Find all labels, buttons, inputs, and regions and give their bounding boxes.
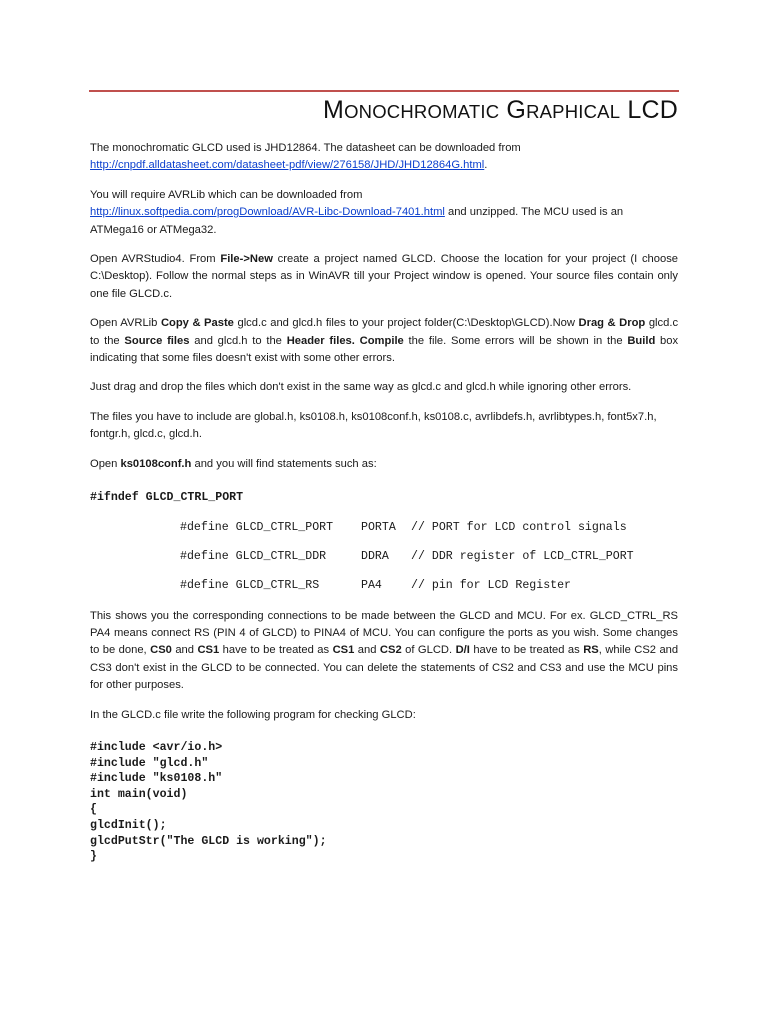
bold-text: File->New [220,253,273,266]
text: This shows you the corresponding connections to be made between the GLCD and MCU. For ex. GLCD_CTRL_RS PA4 means connect RS (PIN 4 of GLCD) to PINA4 of MCU. You can configure the ports as you wish. Some changes to be done, [90,609,678,657]
avrlib-link[interactable]: http://linux.softpedia.com/progDownload/AVR-Libc-Download-7401.html [90,206,445,219]
paragraph-connections [90,608,678,695]
text: Open AVRStudio4. From [90,253,216,266]
bold-text: ks0108conf.h [120,457,192,470]
define-name: #define GLCD_CTRL_RS [180,578,320,592]
code-line: glcdPutStr("The GLCD is working"); [90,834,327,848]
bold-text: Build [627,334,656,347]
bold-text: Compile [359,334,404,347]
text: The monochromatic GLCD used is JHD12864. The datasheet can be downloaded from [90,142,521,154]
code-block [90,740,678,865]
define-comment: // PORT for LCD control signals [411,520,627,534]
text: and glcd.h to the [194,334,282,347]
bold-text: CS2 [379,644,402,657]
text: have to be treated as [473,644,580,657]
define-value: DDRA [361,549,389,563]
title-part: M [323,96,345,124]
code-line: #include <avr/io.h> [90,740,223,754]
bold-text: CS1 [197,644,220,657]
title-part: G [506,96,527,124]
text: the file. Some errors will be shown in the [408,334,623,347]
define-comment: // pin for LCD Register [411,578,572,592]
define-value: PA4 [361,578,382,592]
text: and [175,644,194,657]
text: , while CS2 and CS3 don't exist in the GLCD to be connected. You can delete the statements of CS2 and CS3 and use the MCU pins for other purposes. [90,644,679,692]
title-part: ONOCHROMATIC [344,101,500,122]
paragraph-include-files: The files you have to include are global.h, ks0108.h, ks0108conf.h, ks0108.c, avrlibdefs.h, avrlibtypes.h, font5x7.h, fontgr.h, glcd.c, glcd.h. [90,410,657,441]
code-line: } [90,850,97,864]
text: box indicating that some files doesn't exist with some other errors. [90,334,679,365]
bold-text: Header files. [286,334,355,347]
text: have to be treated as [222,644,330,657]
define-name: #define GLCD_CTRL_DDR [180,549,327,563]
define-block [90,519,678,594]
paragraph-open-conf [90,456,678,473]
bold-text: RS [583,644,599,657]
text: You will require AVRLib which can be downloaded from [90,188,363,201]
text: glcd.c and glcd.h files to your project folder(C:\Desktop\GLCD).Now [237,317,575,330]
define-row [90,519,678,536]
paragraph-intro [90,140,678,175]
title-part: LCD [627,96,678,124]
define-row [90,577,678,594]
datasheet-link[interactable]: http://cnpdf.alldatasheet.com/datasheet-pdf/view/276158/JHD/JHD12864G.html [90,159,485,172]
text: . [484,159,488,172]
document-body [90,140,678,865]
bold-text: CS1 [332,644,355,657]
define-comment: // DDR register of LCD_CTRL_PORT [411,549,634,563]
paragraph-drag-drop: Just drag and drop the files which don't exist in the same way as glcd.c and glcd.h while ignoring other errors. [90,381,632,394]
code-line: #include "ks0108.h" [90,772,223,786]
text: Open [90,457,118,470]
text: create a project named GLCD. Choose the location for your project (I choose C:\Desktop). Follow the normal steps as in WinAVR till your Project window is opened. Your source files contain only one file GLCD.c. [90,253,679,300]
code-line: { [90,803,97,817]
define-name: #define GLCD_CTRL_PORT [180,520,334,534]
bold-text: CS0 [150,644,172,657]
code-line: int main(void) [90,787,188,801]
text: and [357,644,377,657]
title-part: RAPHICAL [526,101,621,122]
ifndef-line: #ifndef GLCD_CTRL_PORT [90,491,244,505]
text: and you will find statements such as: [194,457,377,470]
paragraph-program-intro: In the GLCD.c file write the following program for checking GLCD: [90,708,416,721]
page-title [323,96,678,125]
bold-text: Copy & Paste [160,317,234,330]
text: glcd.c to the [90,317,679,347]
paragraph-avrstudio [90,251,678,303]
bold-text: D/I [455,644,470,657]
title-rule [89,90,679,92]
paragraph-avrlib [90,187,678,239]
bold-text: Drag & Drop [578,317,646,330]
text: of GLCD. [405,644,453,657]
text: and unzipped. The MCU used is an ATMega16 or ATMega32. [90,206,624,236]
code-line: glcdInit(); [90,818,167,832]
bold-text: Source files [124,334,190,347]
define-value: PORTA [361,520,396,534]
text: Open AVRLib [90,317,158,330]
define-row [90,548,678,565]
code-line: #include "glcd.h" [90,756,209,770]
paragraph-copy-files [90,315,678,367]
